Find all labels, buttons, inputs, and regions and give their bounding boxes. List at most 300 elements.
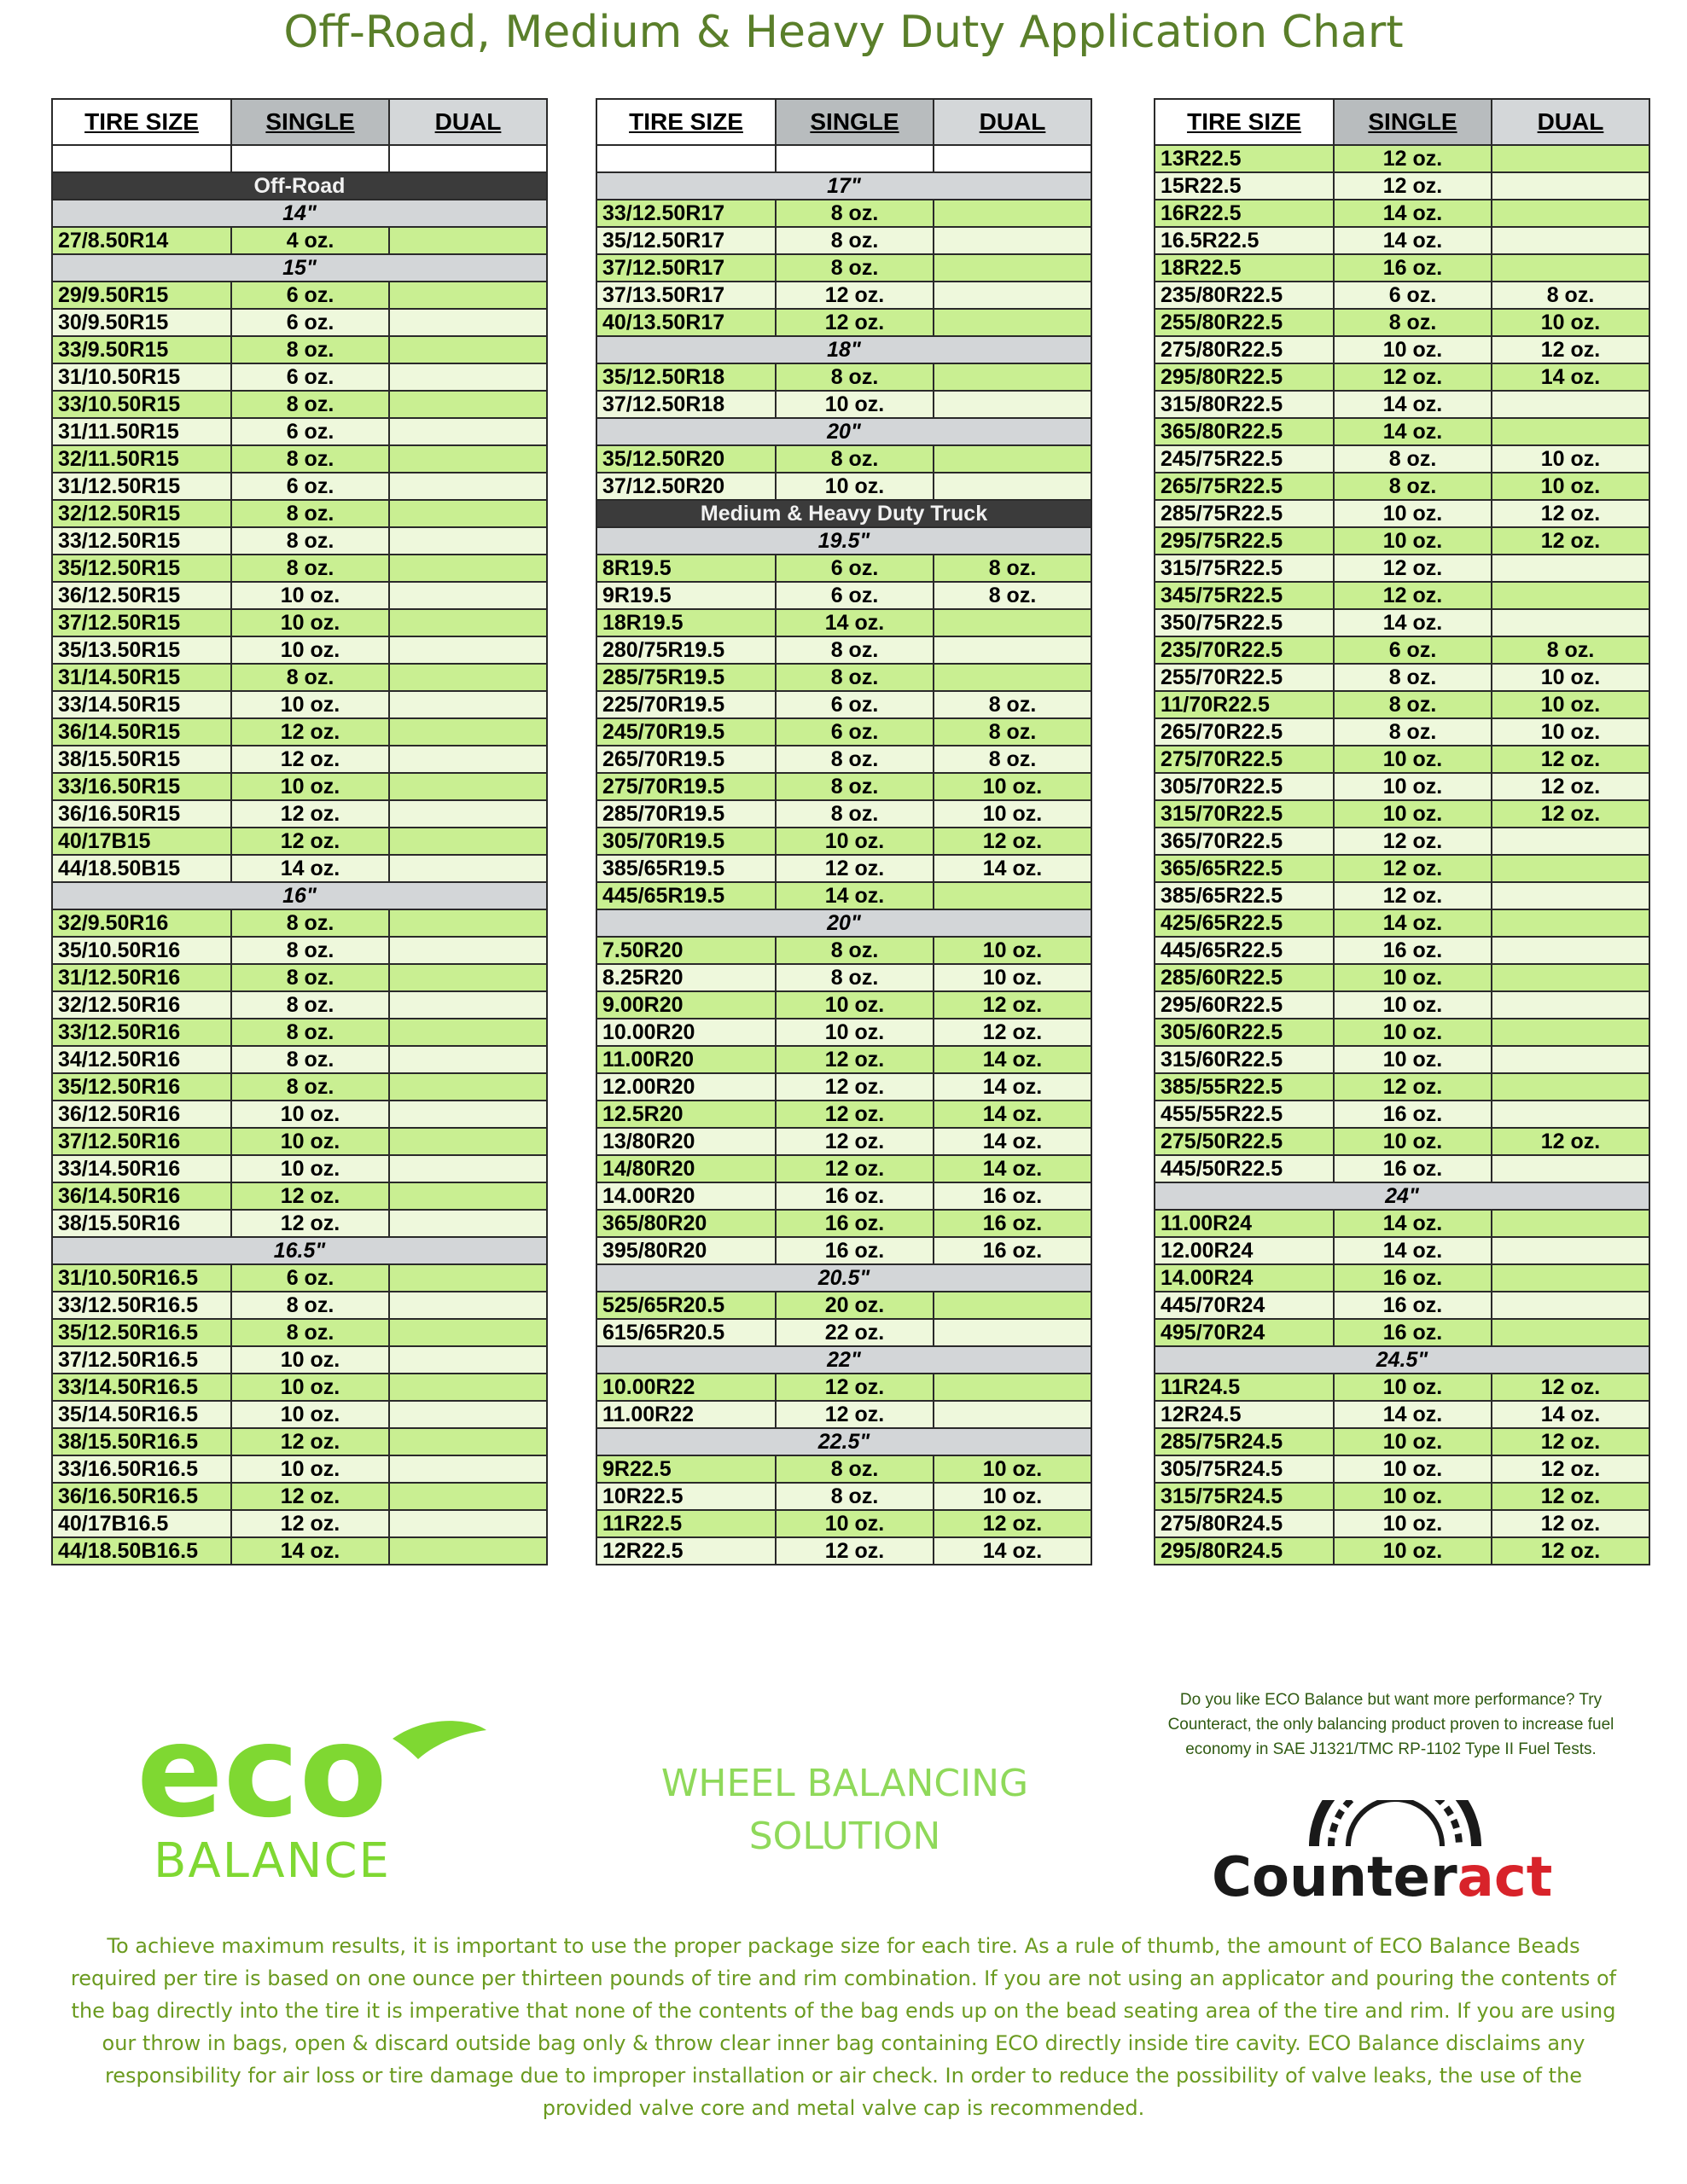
single-oz-cell: 12 oz. xyxy=(1334,145,1492,172)
dual-oz-cell: 10 oz. xyxy=(1492,691,1649,718)
dual-oz-cell xyxy=(389,746,547,773)
tire-size-cell: 445/65R19.5 xyxy=(596,882,776,909)
table-row xyxy=(1155,1428,1649,1455)
single-oz-cell: 16 oz. xyxy=(1334,1155,1492,1182)
blank-cell xyxy=(389,145,547,172)
dual-oz-cell xyxy=(389,1264,547,1292)
table-row xyxy=(596,445,1091,473)
tire-size-cell: 315/60R22.5 xyxy=(1155,1046,1334,1073)
tire-size-cell: 31/14.50R15 xyxy=(52,664,231,691)
single-oz-cell: 12 oz. xyxy=(231,1182,389,1210)
tire-size-cell: 285/60R22.5 xyxy=(1155,964,1334,991)
table-row xyxy=(596,609,1091,636)
table-row xyxy=(52,418,547,445)
single-oz-cell: 8 oz. xyxy=(776,363,934,391)
table-row xyxy=(1155,1510,1649,1537)
single-oz-cell: 8 oz. xyxy=(1334,664,1492,691)
dual-oz-cell xyxy=(389,473,547,500)
tire-size-cell: 12.00R20 xyxy=(596,1073,776,1101)
single-oz-cell: 14 oz. xyxy=(1334,1210,1492,1237)
single-oz-cell: 12 oz. xyxy=(1334,1073,1492,1101)
dual-oz-cell xyxy=(389,1428,547,1455)
blank-cell xyxy=(231,145,389,172)
tire-size-cell: 9R19.5 xyxy=(596,582,776,609)
single-oz-cell: 10 oz. xyxy=(231,691,389,718)
tire-tread-icon xyxy=(1314,1800,1476,1846)
tire-size-cell: 350/75R22.5 xyxy=(1155,609,1334,636)
rim-size-label: 14" xyxy=(52,200,547,227)
table-row xyxy=(52,1128,547,1155)
dual-oz-cell: 8 oz. xyxy=(934,582,1091,609)
tire-size-cell: 10.00R20 xyxy=(596,1019,776,1046)
single-oz-cell: 10 oz. xyxy=(1334,991,1492,1019)
table-row xyxy=(1155,145,1649,172)
single-oz-cell: 8 oz. xyxy=(231,445,389,473)
table-header-row xyxy=(596,99,1091,145)
dual-oz-cell: 14 oz. xyxy=(934,1128,1091,1155)
tire-size-cell: 255/70R22.5 xyxy=(1155,664,1334,691)
dual-oz-cell: 12 oz. xyxy=(1492,1510,1649,1537)
tire-size-cell: 31/10.50R15 xyxy=(52,363,231,391)
dual-oz-cell xyxy=(389,1128,547,1155)
dual-oz-cell xyxy=(1492,1319,1649,1346)
dual-oz-cell xyxy=(934,309,1091,336)
dual-oz-cell xyxy=(934,445,1091,473)
tire-size-cell: 10R22.5 xyxy=(596,1483,776,1510)
tire-size-cell: 235/70R22.5 xyxy=(1155,636,1334,664)
dual-oz-cell: 10 oz. xyxy=(1492,718,1649,746)
single-oz-cell: 8 oz. xyxy=(1334,445,1492,473)
single-oz-cell: 10 oz. xyxy=(231,1101,389,1128)
table-row xyxy=(1155,391,1649,418)
tire-size-cell: 15R22.5 xyxy=(1155,172,1334,200)
table-row xyxy=(1155,1374,1649,1401)
tire-size-cell: 525/65R20.5 xyxy=(596,1292,776,1319)
dual-oz-cell xyxy=(389,1319,547,1346)
dual-oz-cell: 10 oz. xyxy=(934,937,1091,964)
table-row xyxy=(596,555,1091,582)
dual-oz-cell xyxy=(389,309,547,336)
rim-size-label: 24.5" xyxy=(1155,1346,1649,1374)
tire-size-cell: 295/80R22.5 xyxy=(1155,363,1334,391)
table-row xyxy=(52,718,547,746)
table-row xyxy=(52,363,547,391)
table-row xyxy=(1155,1210,1649,1237)
dual-oz-cell: 12 oz. xyxy=(1492,1374,1649,1401)
tire-size-cell: 32/11.50R15 xyxy=(52,445,231,473)
tire-table-col-2 xyxy=(596,98,1092,1565)
single-oz-cell: 14 oz. xyxy=(1334,391,1492,418)
single-oz-cell: 14 oz. xyxy=(1334,1237,1492,1264)
single-oz-cell: 10 oz. xyxy=(231,1401,389,1428)
single-oz-cell: 8 oz. xyxy=(776,445,934,473)
dual-oz-cell xyxy=(389,1537,547,1565)
rim-size-label: 24" xyxy=(1155,1182,1649,1210)
tire-size-cell: 27/8.50R14 xyxy=(52,227,231,254)
tire-size-cell: 35/12.50R16.5 xyxy=(52,1319,231,1346)
table-row xyxy=(1155,254,1649,282)
table-row xyxy=(52,855,547,882)
table-row xyxy=(596,1128,1091,1155)
dual-oz-cell: 10 oz. xyxy=(934,964,1091,991)
rim-size-section-row xyxy=(52,254,547,282)
table-row xyxy=(52,746,547,773)
table-header-row xyxy=(52,99,547,145)
header-dual: DUAL xyxy=(389,99,547,145)
table-row xyxy=(1155,500,1649,527)
tire-size-cell: 275/80R22.5 xyxy=(1155,336,1334,363)
table-row xyxy=(1155,746,1649,773)
dual-oz-cell xyxy=(389,1483,547,1510)
single-oz-cell: 6 oz. xyxy=(231,282,389,309)
tire-size-cell: 32/12.50R15 xyxy=(52,500,231,527)
tire-size-cell: 13/80R20 xyxy=(596,1128,776,1155)
single-oz-cell: 10 oz. xyxy=(231,1346,389,1374)
single-oz-cell: 12 oz. xyxy=(231,1483,389,1510)
rim-size-label: 20.5" xyxy=(596,1264,1091,1292)
rim-size-label: 22" xyxy=(596,1346,1091,1374)
tire-size-cell: 12R24.5 xyxy=(1155,1401,1334,1428)
dual-oz-cell: 16 oz. xyxy=(934,1237,1091,1264)
single-oz-cell: 6 oz. xyxy=(776,718,934,746)
single-oz-cell: 10 oz. xyxy=(776,1019,934,1046)
header-dual: DUAL xyxy=(934,99,1091,145)
dual-oz-cell: 12 oz. xyxy=(1492,800,1649,828)
single-oz-cell: 10 oz. xyxy=(1334,746,1492,773)
single-oz-cell: 12 oz. xyxy=(1334,582,1492,609)
single-oz-cell: 12 oz. xyxy=(231,828,389,855)
table-row xyxy=(1155,582,1649,609)
dual-oz-cell xyxy=(389,582,547,609)
table-row xyxy=(1155,527,1649,555)
rim-size-section-row xyxy=(1155,1182,1649,1210)
single-oz-cell: 8 oz. xyxy=(1334,473,1492,500)
tire-size-cell: 11/70R22.5 xyxy=(1155,691,1334,718)
tire-size-cell: 285/75R19.5 xyxy=(596,664,776,691)
table-row xyxy=(596,828,1091,855)
tire-size-cell: 37/12.50R16.5 xyxy=(52,1346,231,1374)
tire-size-cell: 18R22.5 xyxy=(1155,254,1334,282)
tire-size-cell: 11.00R24 xyxy=(1155,1210,1334,1237)
tire-size-cell: 365/80R22.5 xyxy=(1155,418,1334,445)
header-dual: DUAL xyxy=(1492,99,1649,145)
table-row xyxy=(52,800,547,828)
dual-oz-cell xyxy=(389,991,547,1019)
dual-oz-cell xyxy=(934,200,1091,227)
tire-size-cell: 32/12.50R16 xyxy=(52,991,231,1019)
leaf-icon xyxy=(393,1721,486,1759)
single-oz-cell: 8 oz. xyxy=(231,1046,389,1073)
single-oz-cell: 10 oz. xyxy=(231,582,389,609)
table-row xyxy=(1155,1019,1649,1046)
table-row xyxy=(52,1264,547,1292)
tire-size-cell: 44/18.50B15 xyxy=(52,855,231,882)
dual-oz-cell: 8 oz. xyxy=(934,718,1091,746)
table-row xyxy=(596,473,1091,500)
tire-table-col-3 xyxy=(1154,98,1650,1565)
tire-size-cell: 315/75R24.5 xyxy=(1155,1483,1334,1510)
single-oz-cell: 12 oz. xyxy=(776,1046,934,1073)
single-oz-cell: 10 oz. xyxy=(1334,1483,1492,1510)
single-oz-cell: 22 oz. xyxy=(776,1319,934,1346)
tire-table-col-1 xyxy=(51,98,548,1565)
table-row xyxy=(596,227,1091,254)
blank-row xyxy=(52,145,547,172)
dual-oz-cell xyxy=(389,336,547,363)
tagline-line1: WHEEL BALANCING xyxy=(660,1762,1029,1805)
single-oz-cell: 8 oz. xyxy=(776,254,934,282)
table-row xyxy=(1155,964,1649,991)
tire-size-cell: 385/55R22.5 xyxy=(1155,1073,1334,1101)
single-oz-cell: 12 oz. xyxy=(776,855,934,882)
dual-oz-cell: 10 oz. xyxy=(934,773,1091,800)
dual-oz-cell xyxy=(389,445,547,473)
rim-size-section-row xyxy=(596,336,1091,363)
dual-oz-cell: 12 oz. xyxy=(1492,1537,1649,1565)
table-row xyxy=(596,1455,1091,1483)
dual-oz-cell xyxy=(389,1101,547,1128)
table-row xyxy=(1155,1237,1649,1264)
dual-oz-cell xyxy=(1492,909,1649,937)
dual-oz-cell: 16 oz. xyxy=(934,1210,1091,1237)
table-row xyxy=(52,1346,547,1374)
tire-size-cell: 305/60R22.5 xyxy=(1155,1019,1334,1046)
dual-oz-cell xyxy=(389,555,547,582)
tire-size-cell: 365/65R22.5 xyxy=(1155,855,1334,882)
tire-size-cell: 315/70R22.5 xyxy=(1155,800,1334,828)
dual-oz-cell: 12 oz. xyxy=(1492,336,1649,363)
single-oz-cell: 6 oz. xyxy=(776,691,934,718)
single-oz-cell: 8 oz. xyxy=(1334,309,1492,336)
table-row xyxy=(596,1101,1091,1128)
dual-oz-cell: 14 oz. xyxy=(1492,1401,1649,1428)
table-row xyxy=(596,363,1091,391)
single-oz-cell: 12 oz. xyxy=(1334,172,1492,200)
single-oz-cell: 8 oz. xyxy=(776,636,934,664)
dual-oz-cell: 8 oz. xyxy=(1492,636,1649,664)
dual-oz-cell xyxy=(934,473,1091,500)
dual-oz-cell xyxy=(934,254,1091,282)
single-oz-cell: 10 oz. xyxy=(231,1128,389,1155)
table-row xyxy=(596,664,1091,691)
single-oz-cell: 6 oz. xyxy=(1334,636,1492,664)
tire-size-cell: 445/50R22.5 xyxy=(1155,1155,1334,1182)
dual-oz-cell: 12 oz. xyxy=(1492,773,1649,800)
single-oz-cell: 14 oz. xyxy=(1334,200,1492,227)
single-oz-cell: 8 oz. xyxy=(231,964,389,991)
table-row xyxy=(1155,1537,1649,1565)
dual-oz-cell xyxy=(389,1401,547,1428)
table-row xyxy=(596,773,1091,800)
table-row xyxy=(1155,1483,1649,1510)
tire-size-cell: 16R22.5 xyxy=(1155,200,1334,227)
tire-size-cell: 10.00R22 xyxy=(596,1374,776,1401)
single-oz-cell: 20 oz. xyxy=(776,1292,934,1319)
dual-oz-cell: 8 oz. xyxy=(934,691,1091,718)
tire-size-cell: 12R22.5 xyxy=(596,1537,776,1565)
table-row xyxy=(596,691,1091,718)
tire-size-cell: 280/75R19.5 xyxy=(596,636,776,664)
dual-oz-cell: 14 oz. xyxy=(934,1073,1091,1101)
tire-size-cell: 245/75R22.5 xyxy=(1155,445,1334,473)
dual-oz-cell xyxy=(1492,1155,1649,1182)
table-row xyxy=(1155,882,1649,909)
table-row xyxy=(596,855,1091,882)
dual-oz-cell: 12 oz. xyxy=(934,1510,1091,1537)
dual-oz-cell xyxy=(389,664,547,691)
single-oz-cell: 12 oz. xyxy=(231,1510,389,1537)
rim-size-section-row xyxy=(596,172,1091,200)
single-oz-cell: 10 oz. xyxy=(1334,1537,1492,1565)
rim-size-label: 20" xyxy=(596,909,1091,937)
single-oz-cell: 16 oz. xyxy=(1334,254,1492,282)
dual-oz-cell xyxy=(389,636,547,664)
dual-oz-cell xyxy=(1492,828,1649,855)
table-row xyxy=(52,636,547,664)
dual-oz-cell xyxy=(1492,172,1649,200)
table-row xyxy=(1155,309,1649,336)
dual-oz-cell xyxy=(934,1374,1091,1401)
table-row xyxy=(1155,1292,1649,1319)
tire-size-cell: 35/10.50R16 xyxy=(52,937,231,964)
single-oz-cell: 16 oz. xyxy=(1334,937,1492,964)
single-oz-cell: 12 oz. xyxy=(1334,828,1492,855)
dual-oz-cell: 10 oz. xyxy=(934,800,1091,828)
dual-oz-cell xyxy=(1492,991,1649,1019)
tire-size-cell: 305/70R19.5 xyxy=(596,828,776,855)
single-oz-cell: 10 oz. xyxy=(1334,964,1492,991)
tire-size-cell: 275/80R24.5 xyxy=(1155,1510,1334,1537)
single-oz-cell: 12 oz. xyxy=(1334,882,1492,909)
single-oz-cell: 14 oz. xyxy=(1334,1401,1492,1428)
dual-oz-cell: 12 oz. xyxy=(934,1019,1091,1046)
single-oz-cell: 8 oz. xyxy=(776,746,934,773)
tire-size-cell: 35/12.50R16 xyxy=(52,1073,231,1101)
single-oz-cell: 6 oz. xyxy=(231,473,389,500)
rim-size-label: 19.5" xyxy=(596,527,1091,555)
table-row xyxy=(596,1182,1091,1210)
tire-size-cell: 33/12.50R17 xyxy=(596,200,776,227)
tire-size-cell: 395/80R20 xyxy=(596,1237,776,1264)
single-oz-cell: 12 oz. xyxy=(776,1155,934,1182)
dual-oz-cell xyxy=(1492,418,1649,445)
counteract-promo: Do you like ECO Balance but want more performance? Try Counteract, the only balancing product proven to increase fuel economy in SAE J1321/TMC RP-1102 Type II Fuel Tests. xyxy=(1167,1691,1614,1758)
dual-oz-cell xyxy=(389,800,547,828)
dual-oz-cell: 12 oz. xyxy=(1492,500,1649,527)
table-row xyxy=(52,527,547,555)
table-row xyxy=(52,1537,547,1565)
single-oz-cell: 12 oz. xyxy=(1334,855,1492,882)
dual-oz-cell xyxy=(389,227,547,254)
single-oz-cell: 8 oz. xyxy=(776,773,934,800)
tire-size-cell: 8.25R20 xyxy=(596,964,776,991)
table-row xyxy=(52,1483,547,1510)
tire-size-cell: 33/10.50R15 xyxy=(52,391,231,418)
table-row xyxy=(1155,1073,1649,1101)
table-row xyxy=(1155,1155,1649,1182)
table-row xyxy=(1155,1455,1649,1483)
table-row xyxy=(52,773,547,800)
dual-oz-cell xyxy=(1492,1073,1649,1101)
dual-oz-cell xyxy=(389,527,547,555)
dual-oz-cell: 10 oz. xyxy=(1492,445,1649,473)
dual-oz-cell xyxy=(389,363,547,391)
dual-oz-cell xyxy=(934,363,1091,391)
table-row xyxy=(596,282,1091,309)
dual-oz-cell: 12 oz. xyxy=(1492,746,1649,773)
rim-size-section-row xyxy=(596,1346,1091,1374)
single-oz-cell: 8 oz. xyxy=(776,937,934,964)
tire-size-cell: 29/9.50R15 xyxy=(52,282,231,309)
footer-instructions: To achieve maximum results, it is important to use the proper package size for each tire. As a rule of thumb, the amount of ECO Balance Beads required per tire is based on one ounce per thirteen pounds of tire and rim combination. If you are not using an applicator and pouring the contents of the bag directly into the tire it is imperative that none of the contents of the bag ends up on the bead seating area of the tire and rim. If you are using our throw in bags, open & discard outside bag only & throw clear inner bag containing ECO directly inside tire cavity. ECO Balance disclaims any responsibility for air loss or tire damage due to improper installation or air check. In order to reduce the possibility of valve leaks, the use of the provided valve core and metal valve cap is recommended. xyxy=(70,1934,1617,2120)
single-oz-cell: 14 oz. xyxy=(231,855,389,882)
table-row xyxy=(1155,473,1649,500)
dual-oz-cell: 10 oz. xyxy=(934,1455,1091,1483)
tire-size-cell: 285/70R19.5 xyxy=(596,800,776,828)
tire-size-cell: 33/14.50R15 xyxy=(52,691,231,718)
dual-oz-cell xyxy=(934,609,1091,636)
dual-oz-cell xyxy=(389,909,547,937)
dual-oz-cell xyxy=(1492,1046,1649,1073)
table-row xyxy=(1155,1128,1649,1155)
single-oz-cell: 8 oz. xyxy=(231,500,389,527)
tire-size-cell: 9.00R20 xyxy=(596,991,776,1019)
tire-size-cell: 11.00R20 xyxy=(596,1046,776,1073)
category-header-row xyxy=(52,172,547,200)
table-row xyxy=(596,1483,1091,1510)
dual-oz-cell xyxy=(389,773,547,800)
dual-oz-cell xyxy=(1492,1264,1649,1292)
tire-size-cell: 33/14.50R16 xyxy=(52,1155,231,1182)
tire-size-cell: 30/9.50R15 xyxy=(52,309,231,336)
dual-oz-cell xyxy=(934,664,1091,691)
tire-size-cell: 38/15.50R15 xyxy=(52,746,231,773)
tire-size-cell: 365/80R20 xyxy=(596,1210,776,1237)
dual-oz-cell: 8 oz. xyxy=(1492,282,1649,309)
dual-oz-cell xyxy=(1492,609,1649,636)
tire-size-cell: 14.00R20 xyxy=(596,1182,776,1210)
tire-size-cell: 31/12.50R15 xyxy=(52,473,231,500)
tagline xyxy=(597,1757,1092,1863)
table-row xyxy=(52,609,547,636)
dual-oz-cell xyxy=(934,882,1091,909)
table-row xyxy=(52,1455,547,1483)
single-oz-cell: 6 oz. xyxy=(776,555,934,582)
dual-oz-cell xyxy=(389,1510,547,1537)
single-oz-cell: 12 oz. xyxy=(231,1428,389,1455)
dual-oz-cell: 14 oz. xyxy=(934,1155,1091,1182)
single-oz-cell: 8 oz. xyxy=(231,527,389,555)
dual-oz-cell xyxy=(389,609,547,636)
tire-size-cell: 7.50R20 xyxy=(596,937,776,964)
table-row xyxy=(596,1510,1091,1537)
dual-oz-cell xyxy=(389,1182,547,1210)
tire-size-cell: 40/13.50R17 xyxy=(596,309,776,336)
table-row xyxy=(52,1073,547,1101)
single-oz-cell: 10 oz. xyxy=(1334,500,1492,527)
single-oz-cell: 12 oz. xyxy=(776,282,934,309)
single-oz-cell: 8 oz. xyxy=(776,1483,934,1510)
dual-oz-cell: 8 oz. xyxy=(934,746,1091,773)
tire-size-cell: 35/12.50R17 xyxy=(596,227,776,254)
tire-size-cell: 37/13.50R17 xyxy=(596,282,776,309)
single-oz-cell: 8 oz. xyxy=(231,391,389,418)
single-oz-cell: 6 oz. xyxy=(231,1264,389,1292)
header-single: SINGLE xyxy=(776,99,934,145)
table-row xyxy=(52,937,547,964)
dual-oz-cell: 12 oz. xyxy=(1492,1483,1649,1510)
table-row xyxy=(52,991,547,1019)
